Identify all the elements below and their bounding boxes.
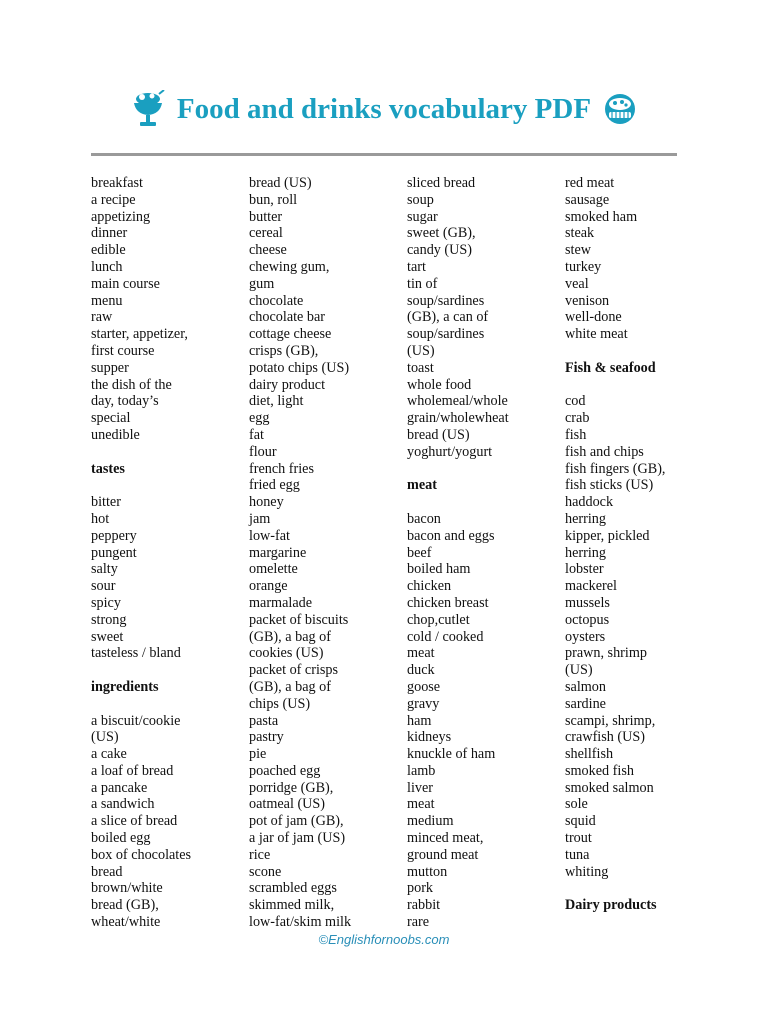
vocab-item: trout	[565, 830, 592, 847]
vocab-item: scrambled eggs	[249, 880, 337, 897]
vocab-item: sour	[91, 578, 116, 595]
vocab-item: shellfish	[565, 746, 614, 763]
vocab-item: skimmed milk,	[249, 897, 335, 914]
vocab-item: chewing gum,	[249, 258, 330, 275]
vocab-item: tin of	[407, 275, 438, 292]
vocab-item: ham	[407, 712, 432, 729]
vocab-item: meat	[407, 796, 435, 813]
vocab-item: low-fat/skim milk	[249, 914, 352, 931]
vocab-item: pie	[249, 746, 267, 763]
vocab-item: soup	[407, 191, 434, 208]
vocab-item: medium	[407, 813, 454, 830]
vocab-item: edible	[91, 242, 126, 259]
vocab-item: soup/sardines	[407, 292, 485, 309]
vocab-item: (US)	[91, 729, 119, 746]
vocab-item: brown/white	[91, 880, 163, 897]
vocab-item: chicken	[407, 578, 452, 595]
vocab-item: egg	[249, 410, 270, 427]
vocab-item: cold / cooked	[407, 628, 484, 645]
vocab-item: crawfish (US)	[565, 729, 645, 746]
vocab-item: honey	[249, 494, 284, 511]
vocab-item: cod	[565, 393, 586, 410]
vocab-item: (US)	[407, 342, 435, 359]
vocab-item: marmalade	[249, 594, 313, 611]
vocab-item: a recipe	[91, 191, 136, 208]
vocab-item: appetizing	[91, 208, 151, 225]
vocab-item: chicken breast	[407, 594, 489, 611]
vocab-item: yoghurt/yogurt	[407, 443, 493, 460]
vocab-item: stew	[565, 242, 592, 259]
vocab-item: lunch	[91, 258, 123, 275]
vocab-item: smoked ham	[565, 208, 638, 225]
vocab-item: whole food	[407, 376, 472, 393]
blank-line	[565, 343, 715, 360]
vocab-item: haddock	[565, 494, 614, 511]
blank-line	[565, 377, 715, 394]
vocab-item: boiled egg	[91, 830, 151, 847]
vocab-item: box of chocolates	[91, 846, 192, 863]
vocab-column-4	[565, 175, 715, 914]
vocab-item: wholemeal/whole	[407, 393, 508, 410]
header-divider	[91, 153, 677, 156]
vocab-item: flour	[249, 443, 277, 460]
vocab-item: a biscuit/cookie	[91, 712, 181, 729]
vocab-item: mussels	[565, 594, 610, 611]
vocab-column-2	[249, 175, 399, 931]
section-heading: tastes	[91, 460, 125, 477]
vocab-item: cookies (US)	[249, 645, 324, 662]
section-heading: Dairy products	[565, 897, 657, 914]
vocab-item: smoked fish	[565, 762, 634, 779]
vocab-item: squid	[565, 813, 596, 830]
vocab-item: rabbit	[407, 897, 441, 914]
vocab-item: salty	[91, 561, 118, 578]
vocab-item: kidneys	[407, 729, 452, 746]
vocab-item: meat	[407, 645, 435, 662]
vocab-item: (US)	[565, 662, 593, 679]
vocab-item: grain/wholewheat	[407, 410, 509, 427]
vocab-item: crab	[565, 410, 590, 427]
vocab-item: chocolate	[249, 292, 304, 309]
vocab-item: poached egg	[249, 762, 321, 779]
vocab-item: a pancake	[91, 779, 148, 796]
blank-line	[565, 880, 715, 897]
vocab-item: dinner	[91, 225, 128, 242]
vocab-item: knuckle of ham	[407, 746, 496, 763]
vocab-item: rice	[249, 846, 271, 863]
vocab-item: chop,cutlet	[407, 611, 470, 628]
vocab-item: well-done	[565, 309, 622, 326]
vocab-item: octopus	[565, 611, 610, 628]
vocab-item: fat	[249, 426, 264, 443]
vocab-item: cereal	[249, 225, 283, 242]
section-heading: meat	[407, 477, 437, 494]
vocab-item: potato chips (US)	[249, 359, 350, 376]
vocab-item: scampi, shrimp,	[565, 712, 656, 729]
vocab-item: fish	[565, 426, 587, 443]
vocab-item: toast	[407, 359, 434, 376]
vocab-item: crisps (GB),	[249, 342, 319, 359]
vocab-item: bread (US)	[407, 426, 470, 443]
vocab-item: (GB), a bag of	[249, 628, 331, 645]
vocab-item: pungent	[91, 544, 137, 561]
vocab-item: french fries	[249, 460, 314, 477]
vocab-item: strong	[91, 611, 127, 628]
vocab-item: chocolate bar	[249, 309, 326, 326]
vocab-item: tuna	[565, 846, 590, 863]
vocab-item: omelette	[249, 561, 298, 578]
vocab-item: veal	[565, 275, 589, 292]
vocab-item: gum	[249, 275, 275, 292]
vocab-item: mackerel	[565, 578, 617, 595]
vocab-item: mutton	[407, 863, 448, 880]
blank-line	[91, 696, 241, 713]
vocab-item: herring	[565, 510, 606, 527]
vocab-item: spicy	[91, 594, 121, 611]
vocab-item: sardine	[565, 695, 606, 712]
vocab-item: pasta	[249, 712, 279, 729]
vocab-item: duck	[407, 662, 435, 679]
vocab-item: menu	[91, 292, 123, 309]
vocab-item: bacon	[407, 510, 441, 527]
vocab-item: sweet	[91, 628, 124, 645]
vocab-item: tart	[407, 258, 426, 275]
vocab-item: herring	[565, 544, 606, 561]
vocab-item: fried egg	[249, 477, 300, 494]
vocab-item: main course	[91, 275, 160, 292]
vocab-item: salmon	[565, 678, 606, 695]
vocab-item: sole	[565, 796, 588, 813]
dessert-cup-icon	[131, 90, 165, 128]
vocab-item: prawn, shrimp	[565, 645, 647, 662]
vocab-item: oysters	[565, 628, 606, 645]
vocab-item: sliced bread	[407, 175, 476, 191]
vocab-item: first course	[91, 342, 155, 359]
blank-line	[407, 461, 557, 478]
vocab-item: the dish of the	[91, 376, 172, 393]
vocab-item: candy (US)	[407, 242, 473, 259]
vocab-item: a cake	[91, 746, 127, 763]
vocab-item: fish sticks (US)	[565, 477, 654, 494]
vocab-item: unedible	[91, 426, 140, 443]
vocab-item: day, today’s	[91, 393, 159, 410]
vocab-item: kipper, pickled	[565, 527, 650, 544]
cake-icon	[603, 90, 637, 128]
vocab-item: raw	[91, 309, 113, 326]
page-header	[0, 84, 768, 134]
blank-line	[91, 662, 241, 679]
vocab-item: scone	[249, 863, 282, 880]
vocab-item: cottage cheese	[249, 326, 332, 343]
vocab-item: jam	[249, 510, 271, 527]
vocab-item: bacon and eggs	[407, 527, 495, 544]
vocab-item: (GB), a can of	[407, 309, 489, 326]
vocab-item: wheat/white	[91, 914, 161, 931]
vocab-item: steak	[565, 225, 595, 242]
vocab-item: diet, light	[249, 393, 304, 410]
vocab-item: (GB), a bag of	[249, 678, 331, 695]
page-title: Food and drinks vocabulary PDF	[176, 92, 592, 125]
vocab-item: packet of crisps	[249, 662, 339, 679]
vocab-item: soup/sardines	[407, 326, 485, 343]
vocab-item: fish and chips	[565, 443, 644, 460]
vocab-item: special	[91, 410, 131, 427]
vocab-column-3	[407, 175, 557, 931]
vocab-item: fish fingers (GB),	[565, 460, 666, 477]
vocab-item: supper	[91, 359, 129, 376]
vocab-item: butter	[249, 208, 283, 225]
blank-line	[407, 494, 557, 511]
vocab-item: hot	[91, 510, 110, 527]
vocab-item: venison	[565, 292, 610, 309]
vocab-item: goose	[407, 678, 441, 695]
vocab-item: minced meat,	[407, 830, 484, 847]
vocab-item: tasteless / bland	[91, 645, 181, 662]
vocab-item: porridge (GB),	[249, 779, 334, 796]
vocab-item: ground meat	[407, 846, 479, 863]
vocab-item: bread (GB),	[91, 897, 159, 914]
vocab-item: pot of jam (GB),	[249, 813, 344, 830]
vocab-item: chips (US)	[249, 695, 311, 712]
vocab-item: pork	[407, 880, 434, 897]
vocab-item: smoked salmon	[565, 779, 654, 796]
vocab-item: whiting	[565, 863, 609, 880]
vocab-item: beef	[407, 544, 432, 561]
vocab-item: bun, roll	[249, 191, 298, 208]
vocab-item: a sandwich	[91, 796, 155, 813]
vocab-item: sausage	[565, 191, 610, 208]
vocab-item: cheese	[249, 242, 287, 259]
vocab-item: turkey	[565, 258, 602, 275]
vocab-item: low-fat	[249, 527, 290, 544]
section-heading: Fish & seafood	[565, 359, 656, 376]
vocab-item: oatmeal (US)	[249, 796, 326, 813]
vocab-item: a loaf of bread	[91, 762, 174, 779]
blank-line	[91, 477, 241, 494]
vocab-item: a jar of jam (US)	[249, 830, 346, 847]
vocab-item: boiled ham	[407, 561, 471, 578]
section-heading: ingredients	[91, 678, 159, 695]
vocab-item: sweet (GB),	[407, 225, 476, 242]
vocab-item: packet of biscuits	[249, 611, 349, 628]
vocab-item: bread (US)	[249, 175, 312, 191]
vocab-column-1	[91, 175, 241, 931]
vocab-item: sugar	[407, 208, 438, 225]
blank-line	[91, 444, 241, 461]
vocab-item: bread	[91, 863, 123, 880]
copyright-footer: ©Englishfornoobs.com	[318, 932, 450, 947]
vocab-item: red meat	[565, 175, 615, 191]
vocab-item: white meat	[565, 326, 628, 343]
vocab-item: bitter	[91, 494, 121, 511]
vocab-item: dairy product	[249, 376, 326, 393]
vocab-item: peppery	[91, 527, 137, 544]
vocab-item: starter, appetizer,	[91, 326, 188, 343]
vocab-item: lamb	[407, 762, 436, 779]
vocab-item: a slice of bread	[91, 813, 178, 830]
vocab-item: breakfast	[91, 175, 143, 191]
vocab-item: lobster	[565, 561, 604, 578]
vocab-item: gravy	[407, 695, 440, 712]
vocab-item: rare	[407, 914, 430, 931]
vocab-item: orange	[249, 578, 288, 595]
vocab-item: pastry	[249, 729, 284, 746]
vocab-item: liver	[407, 779, 433, 796]
vocab-item: margarine	[249, 544, 307, 561]
